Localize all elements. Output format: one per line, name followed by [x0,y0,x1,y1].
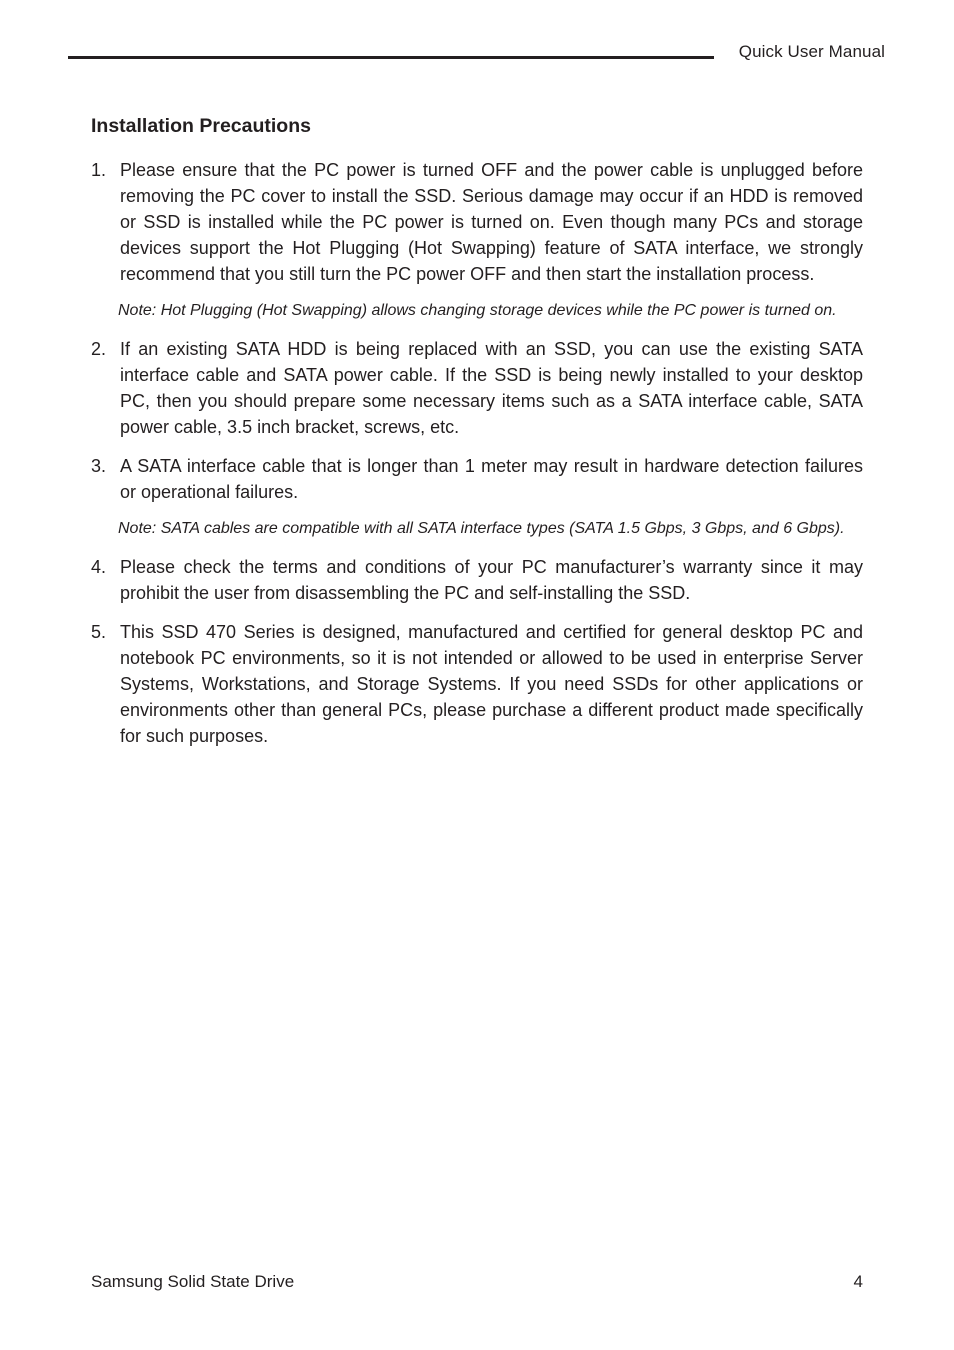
list-item [91,453,863,505]
note: Note: Hot Plugging (Hot Swapping) allows changing storage devices while the PC power is turned on. [118,302,837,319]
item-number: 2. [91,339,107,359]
list-item [91,336,863,440]
footer-title: Samsung Solid State Drive [91,1272,295,1291]
note: Note: SATA cables are compatible with all SATA interface types (SATA 1.5 Gbps, 3 Gbps, and 6 Gbps). [118,520,845,537]
header-rule [68,56,714,59]
item-number: 5. [91,622,107,642]
item-number: 3. [91,456,107,476]
precautions-list [91,157,863,762]
item-text: A SATA interface cable that is longer than 1 meter may result in hardware detection failures or operational failures. [120,456,863,502]
section-heading: Installation Precautions [91,115,311,137]
item-text: Please ensure that the PC power is turned OFF and the power cable is unplugged before removing the PC cover to install the SSD. Serious damage may occur if an HDD is removed or SSD is installed while the PC power is turned on. Even though many PCs and storage devices support the Hot Plugging (Hot Swapping) feature of SATA interface, we strongly recommend that you still turn the PC power OFF and then start the installation process. [120,160,863,284]
list-item [91,554,863,606]
item-number: 1. [91,160,107,180]
header-title: Quick User Manual [738,42,885,61]
item-text: Please check the terms and conditions of your PC manufacturer’s warranty since it may prohibit the user from disassembling the PC and self-installing the SSD. [120,557,863,603]
list-item [91,619,863,749]
list-item [91,157,863,287]
item-text: If an existing SATA HDD is being replaced with an SSD, you can use the existing SATA interface cable and SATA power cable. If the SSD is being newly installed to your desktop PC, then you should prepare some necessary items such as a SATA interface cable, SATA power cable, 3.5 inch bracket, screws, etc. [120,339,863,437]
page-number: 4 [853,1272,863,1291]
item-text: This SSD 470 Series is designed, manufactured and certified for general desktop PC and notebook PC environments, so it is not intended or allowed to be used in enterprise Server Systems, Workstations, and Storage Systems. If you need SSDs for other applications or environments other than general PCs, please purchase a different product made specifically for such purposes. [120,622,863,746]
item-number: 4. [91,557,107,577]
